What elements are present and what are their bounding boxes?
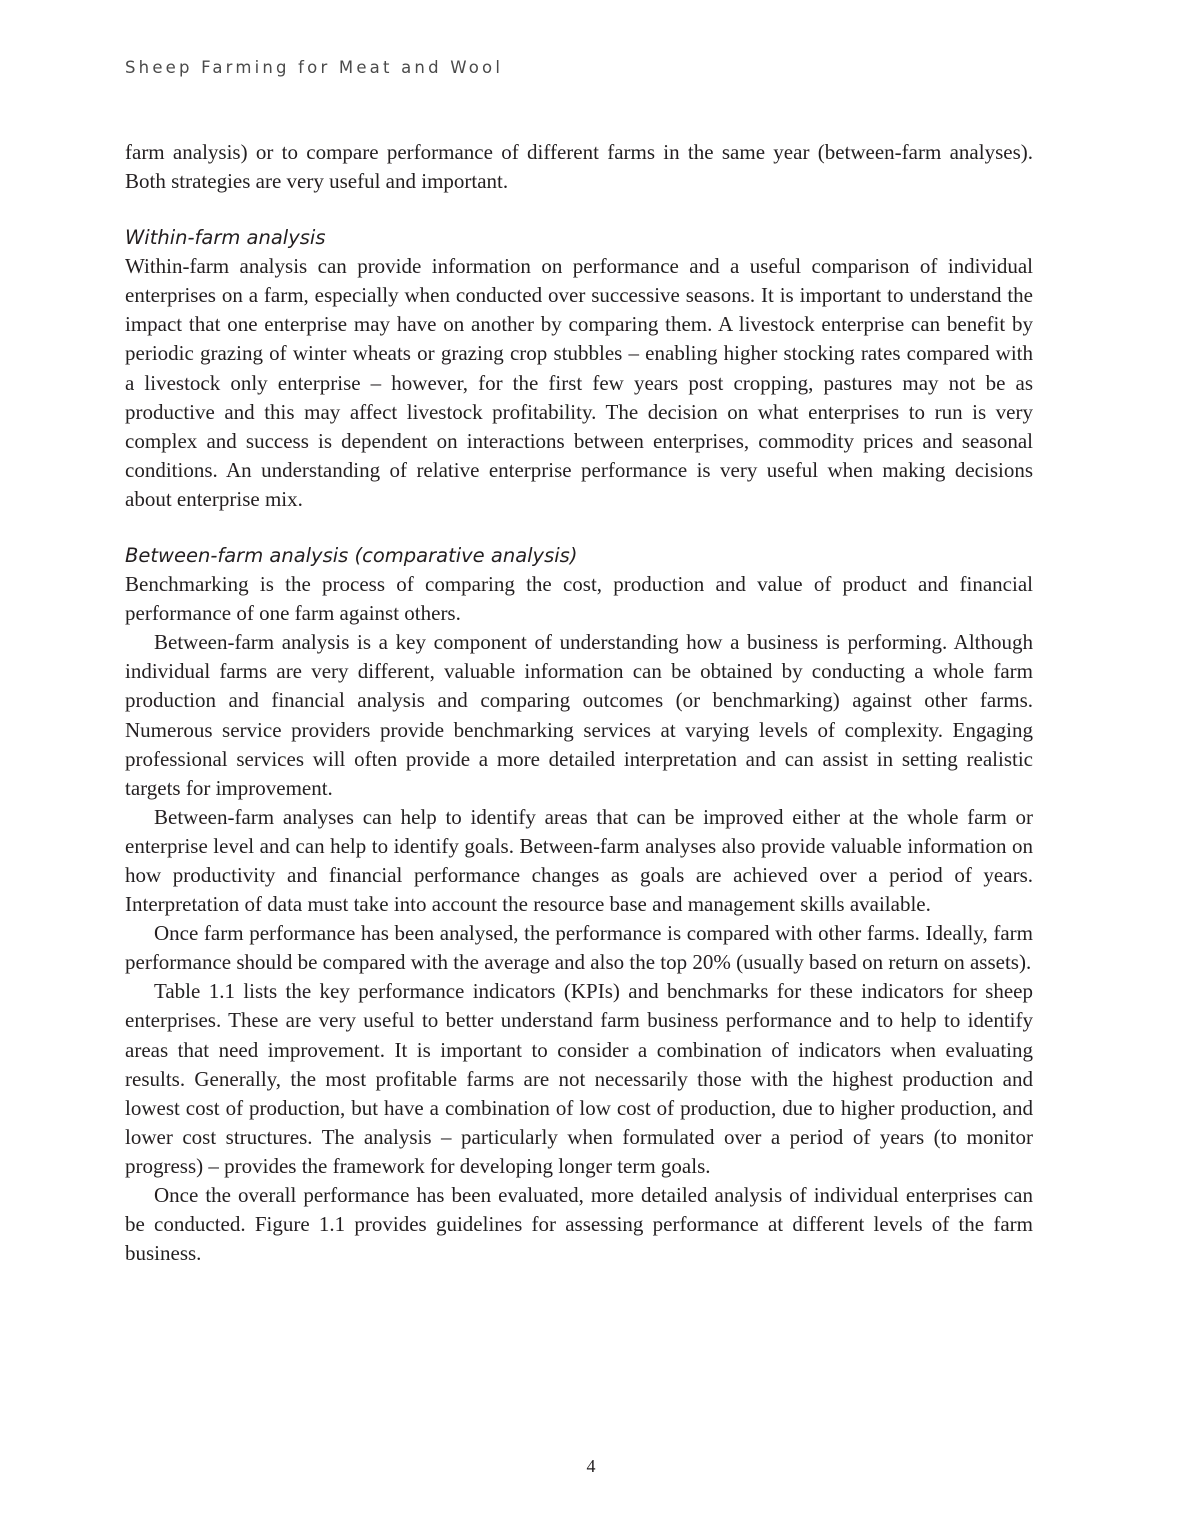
section-heading-within-farm: Within-farm analysis bbox=[125, 226, 326, 250]
section-between-farm bbox=[125, 541, 1033, 1268]
page-number: 4 bbox=[586, 1456, 596, 1476]
body-paragraph: Within-farm analysis can provide information on performance and a useful comparison of individual enterprises on a farm, especially when conducted over successive seasons. It is important to understand the impact that one enterprise may have on another by comparing them. A livestock enterprise can benefit by periodic grazing of winter wheats or grazing crop stubbles – enabling higher stocking rates compared with a livestock only enterprise – however, for the first few years post cropping, pastures may not be as productive and this may affect livestock profitability. The decision on what enterprises to run is very complex and success is dependent on interactions between enterprises, commodity prices and seasonal conditions. An understanding of relative enterprise performance is very useful when making decisions about enterprise mix. bbox=[125, 254, 1033, 511]
page-body bbox=[125, 138, 1033, 1268]
section-heading-between-farm: Between-farm analysis (comparative analysis) bbox=[125, 544, 578, 568]
body-paragraph: Once the overall performance has been evaluated, more detailed analysis of individual enterprises can be conducted. Figure 1.1 provides guidelines for assessing performance at different levels of the farm business. bbox=[125, 1183, 1033, 1266]
body-paragraph: Between-farm analysis is a key component of understanding how a business is performing. Although individual farms are very different, valuable information can be obtained by conducting a whole farm production and financial analysis and comparing outcomes (or benchmarking) against other farms. Numerous service providers provide benchmarking services at varying levels of complexity. Engaging professional services will often provide a more detailed interpretation and can assist in setting realistic targets for improvement. bbox=[125, 630, 1033, 800]
section-within-farm bbox=[125, 223, 1033, 514]
running-header: Sheep Farming for Meat and Wool bbox=[125, 58, 504, 77]
intro-paragraph: farm analysis) or to compare performance of different farms in the same year (between-farm analyses). Both strategies are very useful and important. bbox=[125, 140, 1033, 194]
body-paragraph: Table 1.1 lists the key performance indicators (KPIs) and benchmarks for these indicators for sheep enterprises. These are very useful to better understand farm business performance and to help to identify areas that need improvement. It is important to consider a combination of indicators when evaluating results. Generally, the most profitable farms are not necessarily those with the highest production and lowest cost of production, but have a combination of low cost of production, due to higher production, and lower cost structures. The analysis – particularly when formulated over a period of years (to monitor progress) – provides the framework for developing longer term goals. bbox=[125, 979, 1033, 1178]
body-paragraph: Benchmarking is the process of comparing the cost, production and value of product and financial performance of one farm against others. bbox=[125, 572, 1033, 626]
body-paragraph: Between-farm analyses can help to identify areas that can be improved either at the whole farm or enterprise level and can help to identify goals. Between-farm analyses also provide valuable information on how productivity and financial performance changes as goals are achieved over a period of years. Interpretation of data must take into account the resource base and management skills available. bbox=[125, 804, 1033, 917]
body-paragraph: Once farm performance has been analysed, the performance is compared with other farms. Ideally, farm performance should be compared with the average and also the top 20% (usually based on return on assets). bbox=[125, 921, 1033, 975]
